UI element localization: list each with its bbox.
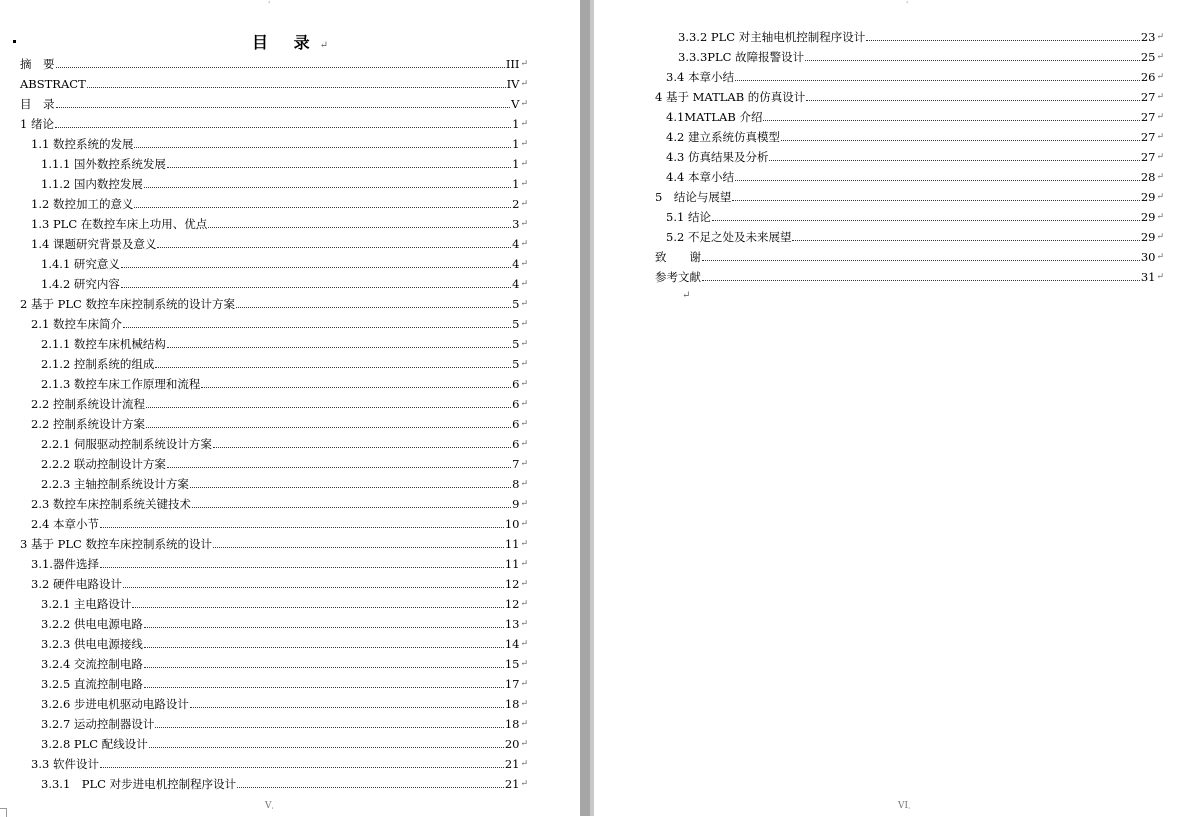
toc-entry-text: 2.1.1 数控车床机械结构 [41, 337, 166, 351]
toc-entry[interactable] [666, 210, 1164, 224]
page-number-footer: Vˌ [265, 801, 274, 811]
toc-entry-text: 1.1.2 国内数控发展 [41, 177, 143, 191]
toc-entry-page-number: 4 [512, 277, 520, 291]
toc-entry[interactable] [31, 217, 528, 231]
dot-leader [123, 587, 504, 588]
toc-entry[interactable] [31, 197, 528, 211]
toc-entry[interactable] [41, 737, 528, 751]
toc-entry[interactable] [666, 150, 1164, 164]
footer-page-number: VI [898, 801, 909, 811]
dot-leader [121, 267, 511, 268]
toc-entry[interactable] [31, 237, 528, 251]
dot-leader [712, 220, 1140, 221]
dot-leader [769, 160, 1139, 161]
left-page [0, 0, 580, 816]
paragraph-mark-icon: ↵ [520, 659, 528, 669]
toc-entry-page-number: 8 [512, 477, 520, 491]
paragraph-mark-icon: ↵ [520, 99, 528, 109]
paragraph-mark-icon: ↵ [520, 299, 528, 309]
toc-entry-page-number: 26 [1140, 70, 1156, 84]
toc-entry[interactable] [41, 597, 528, 611]
toc-entry-page-number: IV [506, 77, 520, 91]
paragraph-mark-icon: ↵ [1156, 172, 1164, 182]
dot-leader [167, 167, 511, 168]
toc-entry[interactable] [41, 697, 528, 711]
paragraph-mark-icon: ↵ [520, 439, 528, 449]
paragraph-mark-icon: ↵ [520, 359, 528, 369]
paragraph-mark-icon: ↵ [1156, 92, 1164, 102]
paragraph-mark-icon: ↵ [1156, 132, 1164, 142]
toc-entry-text: 4.2 建立系统仿真模型 [666, 130, 780, 144]
toc-entry-page-number: 27 [1140, 110, 1156, 124]
paragraph-mark-icon: ↵ [520, 639, 528, 649]
toc-entry-page-number: 23 [1140, 30, 1156, 44]
dot-leader [155, 367, 511, 368]
toc-entry-text: 1 绪论 [20, 117, 54, 131]
toc-entry-text: 4.3 仿真结果及分析 [666, 150, 769, 164]
dot-leader [144, 667, 504, 668]
dot-leader [208, 227, 511, 228]
right-page [594, 0, 1194, 816]
toc-entry[interactable] [41, 637, 528, 651]
toc-entry[interactable] [41, 677, 528, 691]
paragraph-mark-icon: ↵ [520, 79, 528, 89]
toc-entry[interactable] [41, 277, 528, 291]
paragraph-mark-icon: ↵ [520, 719, 528, 729]
toc-entry-text: 目 录 [20, 97, 55, 111]
dot-leader [702, 260, 1140, 261]
paragraph-mark-icon: ↵ [1156, 252, 1164, 262]
dot-leader [167, 347, 511, 348]
toc-entry[interactable] [41, 477, 528, 491]
toc-entry[interactable] [41, 157, 528, 171]
dot-leader [806, 100, 1140, 101]
toc-entry-text: 参考文献 [655, 270, 701, 284]
paragraph-mark-icon: ↵ [520, 279, 528, 289]
dot-leader [201, 387, 511, 388]
paragraph-mark-icon: ↵ [520, 759, 528, 769]
paragraph-mark-icon: ↵ [520, 739, 528, 749]
toc-entry-text: 2.1.3 数控车床工作原理和流程 [41, 377, 201, 391]
toc-entry-page-number: 5 [512, 317, 520, 331]
paragraph-mark-icon: ↵ [520, 559, 528, 569]
toc-entry-page-number: 21 [504, 777, 520, 791]
toc-entry[interactable] [31, 517, 528, 531]
dot-leader [805, 60, 1140, 61]
toc-entry-page-number: 18 [504, 717, 520, 731]
paragraph-mark-icon: ↵ [520, 599, 528, 609]
paragraph-mark-icon: ↵ [319, 40, 328, 51]
paragraph-mark-icon: ↵ [520, 379, 528, 389]
dot-leader [134, 207, 511, 208]
toc-entry-page-number: 6 [512, 417, 520, 431]
toc-entry-text: 3.2.5 直流控制电路 [41, 677, 143, 691]
toc-entry-text: 1.3 PLC 在数控车床上功用、优点 [31, 217, 208, 231]
toc-entry[interactable] [20, 117, 528, 131]
toc-entry-page-number: 27 [1140, 130, 1156, 144]
toc-entry-text: 3.1.器件选择 [31, 557, 99, 571]
paragraph-mark-icon: ↵ [520, 579, 528, 589]
dot-leader [144, 647, 504, 648]
paragraph-mark-icon: ↵ [520, 239, 528, 249]
toc-entry-page-number: 3 [512, 217, 520, 231]
dot-leader [155, 727, 503, 728]
toc-entry-page-number: 31 [1140, 270, 1156, 284]
paragraph-mark-icon: ↵ [520, 159, 528, 169]
paragraph-mark-icon: ↵ [520, 219, 528, 229]
paragraph-mark-icon: ↵ [520, 519, 528, 529]
page-number-footer: VIˌ [898, 801, 910, 811]
toc-entry-page-number: 6 [512, 377, 520, 391]
dot-leader [149, 747, 504, 748]
dot-leader [763, 120, 1139, 121]
toc-entry-text: 3.2 硬件电路设计 [31, 577, 122, 591]
toc-entry-page-number: 10 [504, 517, 520, 531]
toc-entry[interactable] [666, 110, 1164, 124]
toc-entry-page-number: 1 [512, 177, 520, 191]
paragraph-mark-icon: ↵ [1156, 112, 1164, 122]
toc-entry[interactable] [31, 557, 528, 571]
dot-leader [866, 40, 1140, 41]
toc-entry-page-number: 30 [1140, 250, 1156, 264]
toc-entry-text: 3.3.2 PLC 对主轴电机控制程序设计 [678, 30, 866, 44]
toc-entry-page-number: 29 [1140, 230, 1156, 244]
toc-entry-page-number: 12 [504, 577, 520, 591]
toc-entry[interactable] [655, 190, 1164, 204]
toc-entry-page-number: 4 [512, 257, 520, 271]
dot-leader [190, 487, 511, 488]
toc-entry-page-number: 18 [504, 697, 520, 711]
toc-entry-text: 1.4.1 研究意义 [41, 257, 120, 271]
toc-entry[interactable] [41, 717, 528, 731]
toc-entry-page-number: 12 [504, 597, 520, 611]
page-top-mark: ' [906, 0, 909, 9]
toc-entry-text: 1.1.1 国外数控系统发展 [41, 157, 166, 171]
toc-entry-page-number: V [511, 97, 520, 111]
paragraph-mark-icon: ↵ [520, 779, 528, 789]
toc-entry-text: 3.3.3PLC 故障报警设计 [678, 50, 805, 64]
toc-entry-page-number: 25 [1140, 50, 1156, 64]
toc-entry-page-number: 29 [1140, 190, 1156, 204]
toc-entry-page-number: 11 [504, 557, 520, 571]
paragraph-mark-icon: ↵ [520, 319, 528, 329]
toc-entry-page-number: 11 [504, 537, 520, 551]
paragraph-mark-icon: ↵ [520, 399, 528, 409]
toc-entry-text: 2.1 数控车床简介 [31, 317, 122, 331]
dot-leader [146, 427, 511, 428]
toc-entry-page-number: 27 [1140, 90, 1156, 104]
toc-entry-page-number: 28 [1140, 170, 1156, 184]
toc-entry-text: 2.2 控制系统设计流程 [31, 397, 145, 411]
paragraph-mark-icon: ↵ [520, 199, 528, 209]
toc-entry[interactable] [41, 777, 528, 791]
paragraph-mark-icon: ↵ [1156, 52, 1164, 62]
paragraph-mark-icon: ↵ [520, 459, 528, 469]
dot-leader [55, 127, 511, 128]
toc-entry-page-number: 1 [512, 137, 520, 151]
dot-leader [144, 627, 504, 628]
dot-leader [121, 287, 511, 288]
paragraph-mark-icon: ↵ [520, 499, 528, 509]
toc-entry-text: 2.1.2 控制系统的组成 [41, 357, 155, 371]
toc-entry[interactable] [666, 170, 1164, 184]
dot-leader [702, 280, 1140, 281]
toc-entry[interactable] [20, 97, 528, 111]
dot-leader [236, 307, 511, 308]
toc-entry-text: 3 基于 PLC 数控车床控制系统的设计 [20, 537, 212, 551]
dot-leader [190, 707, 504, 708]
dot-leader [134, 147, 511, 148]
dot-leader [87, 87, 506, 88]
toc-entry-page-number: 29 [1140, 210, 1156, 224]
toc-entry-text: 3.2.1 主电路设计 [41, 597, 132, 611]
paragraph-mark-icon: ↵ [1156, 212, 1164, 222]
paragraph-mark-icon: ↵ [520, 119, 528, 129]
toc-entry[interactable] [41, 657, 528, 671]
toc-entry[interactable] [41, 337, 528, 351]
paragraph-mark-icon: ↵ [520, 679, 528, 689]
toc-entry-page-number: 5 [512, 357, 520, 371]
paragraph-mark-icon: ↵ [1156, 72, 1164, 82]
toc-entry[interactable] [666, 130, 1164, 144]
paragraph-mark-icon: ↵ [520, 619, 528, 629]
paragraph-mark-icon: ↵ [1156, 272, 1164, 282]
toc-entry-text: 2 基于 PLC 数控车床控制系统的设计方案 [20, 297, 235, 311]
dot-leader [213, 547, 504, 548]
paragraph-mark-icon: ↵ [520, 139, 528, 149]
paragraph-mark-icon: ↵ [1156, 152, 1164, 162]
toc-entry[interactable] [41, 177, 528, 191]
toc-entry-page-number: 20 [504, 737, 520, 751]
paragraph-mark-icon: ↵ [520, 179, 528, 189]
dot-leader [56, 67, 505, 68]
page-gutter [580, 0, 594, 816]
toc-entry-text: 1.2 数控加工的意义 [31, 197, 134, 211]
toc-entry-page-number: 4 [512, 237, 520, 251]
toc-entry[interactable] [31, 417, 528, 431]
toc-entry-page-number: III [505, 57, 520, 71]
toc-entry[interactable] [41, 377, 528, 391]
toc-entry-page-number: 21 [504, 757, 520, 771]
toc-entry[interactable] [41, 617, 528, 631]
toc-entry-page-number: 6 [512, 437, 520, 451]
toc-entry-text: 3.2.6 步进电机驱动电路设计 [41, 697, 189, 711]
toc-entry-text: 致 谢 [655, 250, 701, 264]
toc-entry-text: ABSTRACT [20, 77, 86, 91]
toc-entry[interactable] [666, 230, 1164, 244]
toc-entry[interactable] [41, 437, 528, 451]
dot-leader [157, 247, 511, 248]
toc-entry-text: 4.1MATLAB 介绍 [666, 110, 763, 124]
toc-entry[interactable] [20, 537, 528, 551]
toc-entry[interactable] [31, 577, 528, 591]
toc-entry[interactable] [31, 137, 528, 151]
toc-entry-text: 1.4.2 研究内容 [41, 277, 120, 291]
dot-leader [732, 200, 1139, 201]
dot-leader [123, 327, 511, 328]
paragraph-mark-icon: ↵ [1156, 232, 1164, 242]
toc-entry-text: 2.4 本章小节 [31, 517, 99, 531]
paragraph-mark-icon: ↵ [682, 290, 691, 301]
toc-entry[interactable] [20, 77, 528, 91]
toc-entry-text: 2.3 数控车床控制系统关键技术 [31, 497, 191, 511]
toc-entry-text: 3.2.3 供电电源接线 [41, 637, 143, 651]
paragraph-mark-icon: ↵ [520, 59, 528, 69]
toc-entry[interactable] [31, 317, 528, 331]
toc-entry-text: 5 结论与展望 [655, 190, 732, 204]
dot-leader [100, 567, 504, 568]
toc-entry[interactable] [31, 757, 528, 771]
paragraph-mark-icon: ↵ [520, 539, 528, 549]
toc-entry-page-number: 13 [504, 617, 520, 631]
paragraph-mark-icon: ↵ [1156, 32, 1164, 42]
toc-entry-text: 4.4 本章小结 [666, 170, 734, 184]
dot-leader [237, 787, 504, 788]
toc-entry-text: 3.2.7 运动控制器设计 [41, 717, 155, 731]
dot-leader [192, 507, 511, 508]
toc-entry-text: 3.4 本章小结 [666, 70, 734, 84]
toc-title-text: 目 录 [252, 33, 320, 52]
toc-entry-text: 2.2.3 主轴控制系统设计方案 [41, 477, 189, 491]
toc-entry-page-number: 9 [512, 497, 520, 511]
toc-entry-text: 2.2 控制系统设计方案 [31, 417, 145, 431]
dot-leader [132, 607, 503, 608]
toc-entry-text: 3.2.4 交流控制电路 [41, 657, 143, 671]
dot-leader [100, 767, 504, 768]
toc-title [0, 30, 580, 53]
toc-entry-page-number: 14 [504, 637, 520, 651]
toc-entry[interactable] [20, 57, 528, 71]
toc-entry[interactable] [31, 397, 528, 411]
paragraph-mark-icon: ↵ [520, 479, 528, 489]
toc-entry-page-number: 5 [512, 297, 520, 311]
toc-entry-text: 3.2.8 PLC 配线设计 [41, 737, 148, 751]
paragraph-mark-icon: ↵ [520, 339, 528, 349]
toc-entry-text: 3.3.1 PLC 对步进电机控制程序设计 [41, 777, 237, 791]
dot-leader [792, 240, 1139, 241]
toc-entry-text: 5.1 结论 [666, 210, 711, 224]
toc-entry-text: 4 基于 MATLAB 的仿真设计 [655, 90, 806, 104]
dot-leader [100, 527, 504, 528]
dot-leader [781, 140, 1140, 141]
paragraph-mark-icon: ↵ [520, 419, 528, 429]
toc-entry-text: 摘 要 [20, 57, 55, 71]
toc-entry[interactable] [41, 257, 528, 271]
dot-leader [735, 80, 1140, 81]
toc-entry[interactable] [31, 497, 528, 511]
toc-entry-page-number: 27 [1140, 150, 1156, 164]
toc-entry-text: 5.2 不足之处及未来展望 [666, 230, 792, 244]
paragraph-mark-icon: ↵ [520, 259, 528, 269]
toc-entry[interactable] [655, 250, 1164, 264]
paragraph-mark-icon: ↵ [520, 699, 528, 709]
toc-entry[interactable] [666, 70, 1164, 84]
toc-entry-text: 1.1 数控系统的发展 [31, 137, 134, 151]
dot-leader [213, 447, 511, 448]
toc-entry[interactable] [655, 270, 1164, 284]
page-top-mark: ' [268, 0, 271, 9]
toc-entry[interactable] [678, 30, 1164, 44]
toc-entry-text: 3.2.2 供电电源电路 [41, 617, 143, 631]
dot-leader [144, 687, 504, 688]
dot-leader [56, 107, 511, 108]
toc-entry[interactable] [41, 457, 528, 471]
toc-entry-page-number: 1 [512, 117, 520, 131]
paragraph-mark-icon: ↵ [1156, 192, 1164, 202]
toc-entry-text: 2.2.1 伺服驱动控制系统设计方案 [41, 437, 212, 451]
dot-leader [146, 407, 511, 408]
dot-leader [735, 180, 1140, 181]
toc-entry[interactable] [41, 357, 528, 371]
dot-leader [144, 187, 511, 188]
toc-entry-page-number: 7 [512, 457, 520, 471]
toc-entry-page-number: 2 [512, 197, 520, 211]
toc-entry-text: 2.2.2 联动控制设计方案 [41, 457, 166, 471]
toc-entry-page-number: 17 [504, 677, 520, 691]
toc-entry-page-number: 1 [512, 157, 520, 171]
footer-page-number: V [265, 801, 272, 811]
toc-entry[interactable] [20, 297, 528, 311]
toc-entry-page-number: 5 [512, 337, 520, 351]
toc-entry-page-number: 6 [512, 397, 520, 411]
toc-entry-page-number: 15 [504, 657, 520, 671]
toc-entry-text: 1.4 课题研究背景及意义 [31, 237, 157, 251]
toc-entry[interactable] [655, 90, 1164, 104]
toc-entry[interactable] [678, 50, 1164, 64]
dot-leader [167, 467, 511, 468]
toc-entry-text: 3.3 软件设计 [31, 757, 99, 771]
